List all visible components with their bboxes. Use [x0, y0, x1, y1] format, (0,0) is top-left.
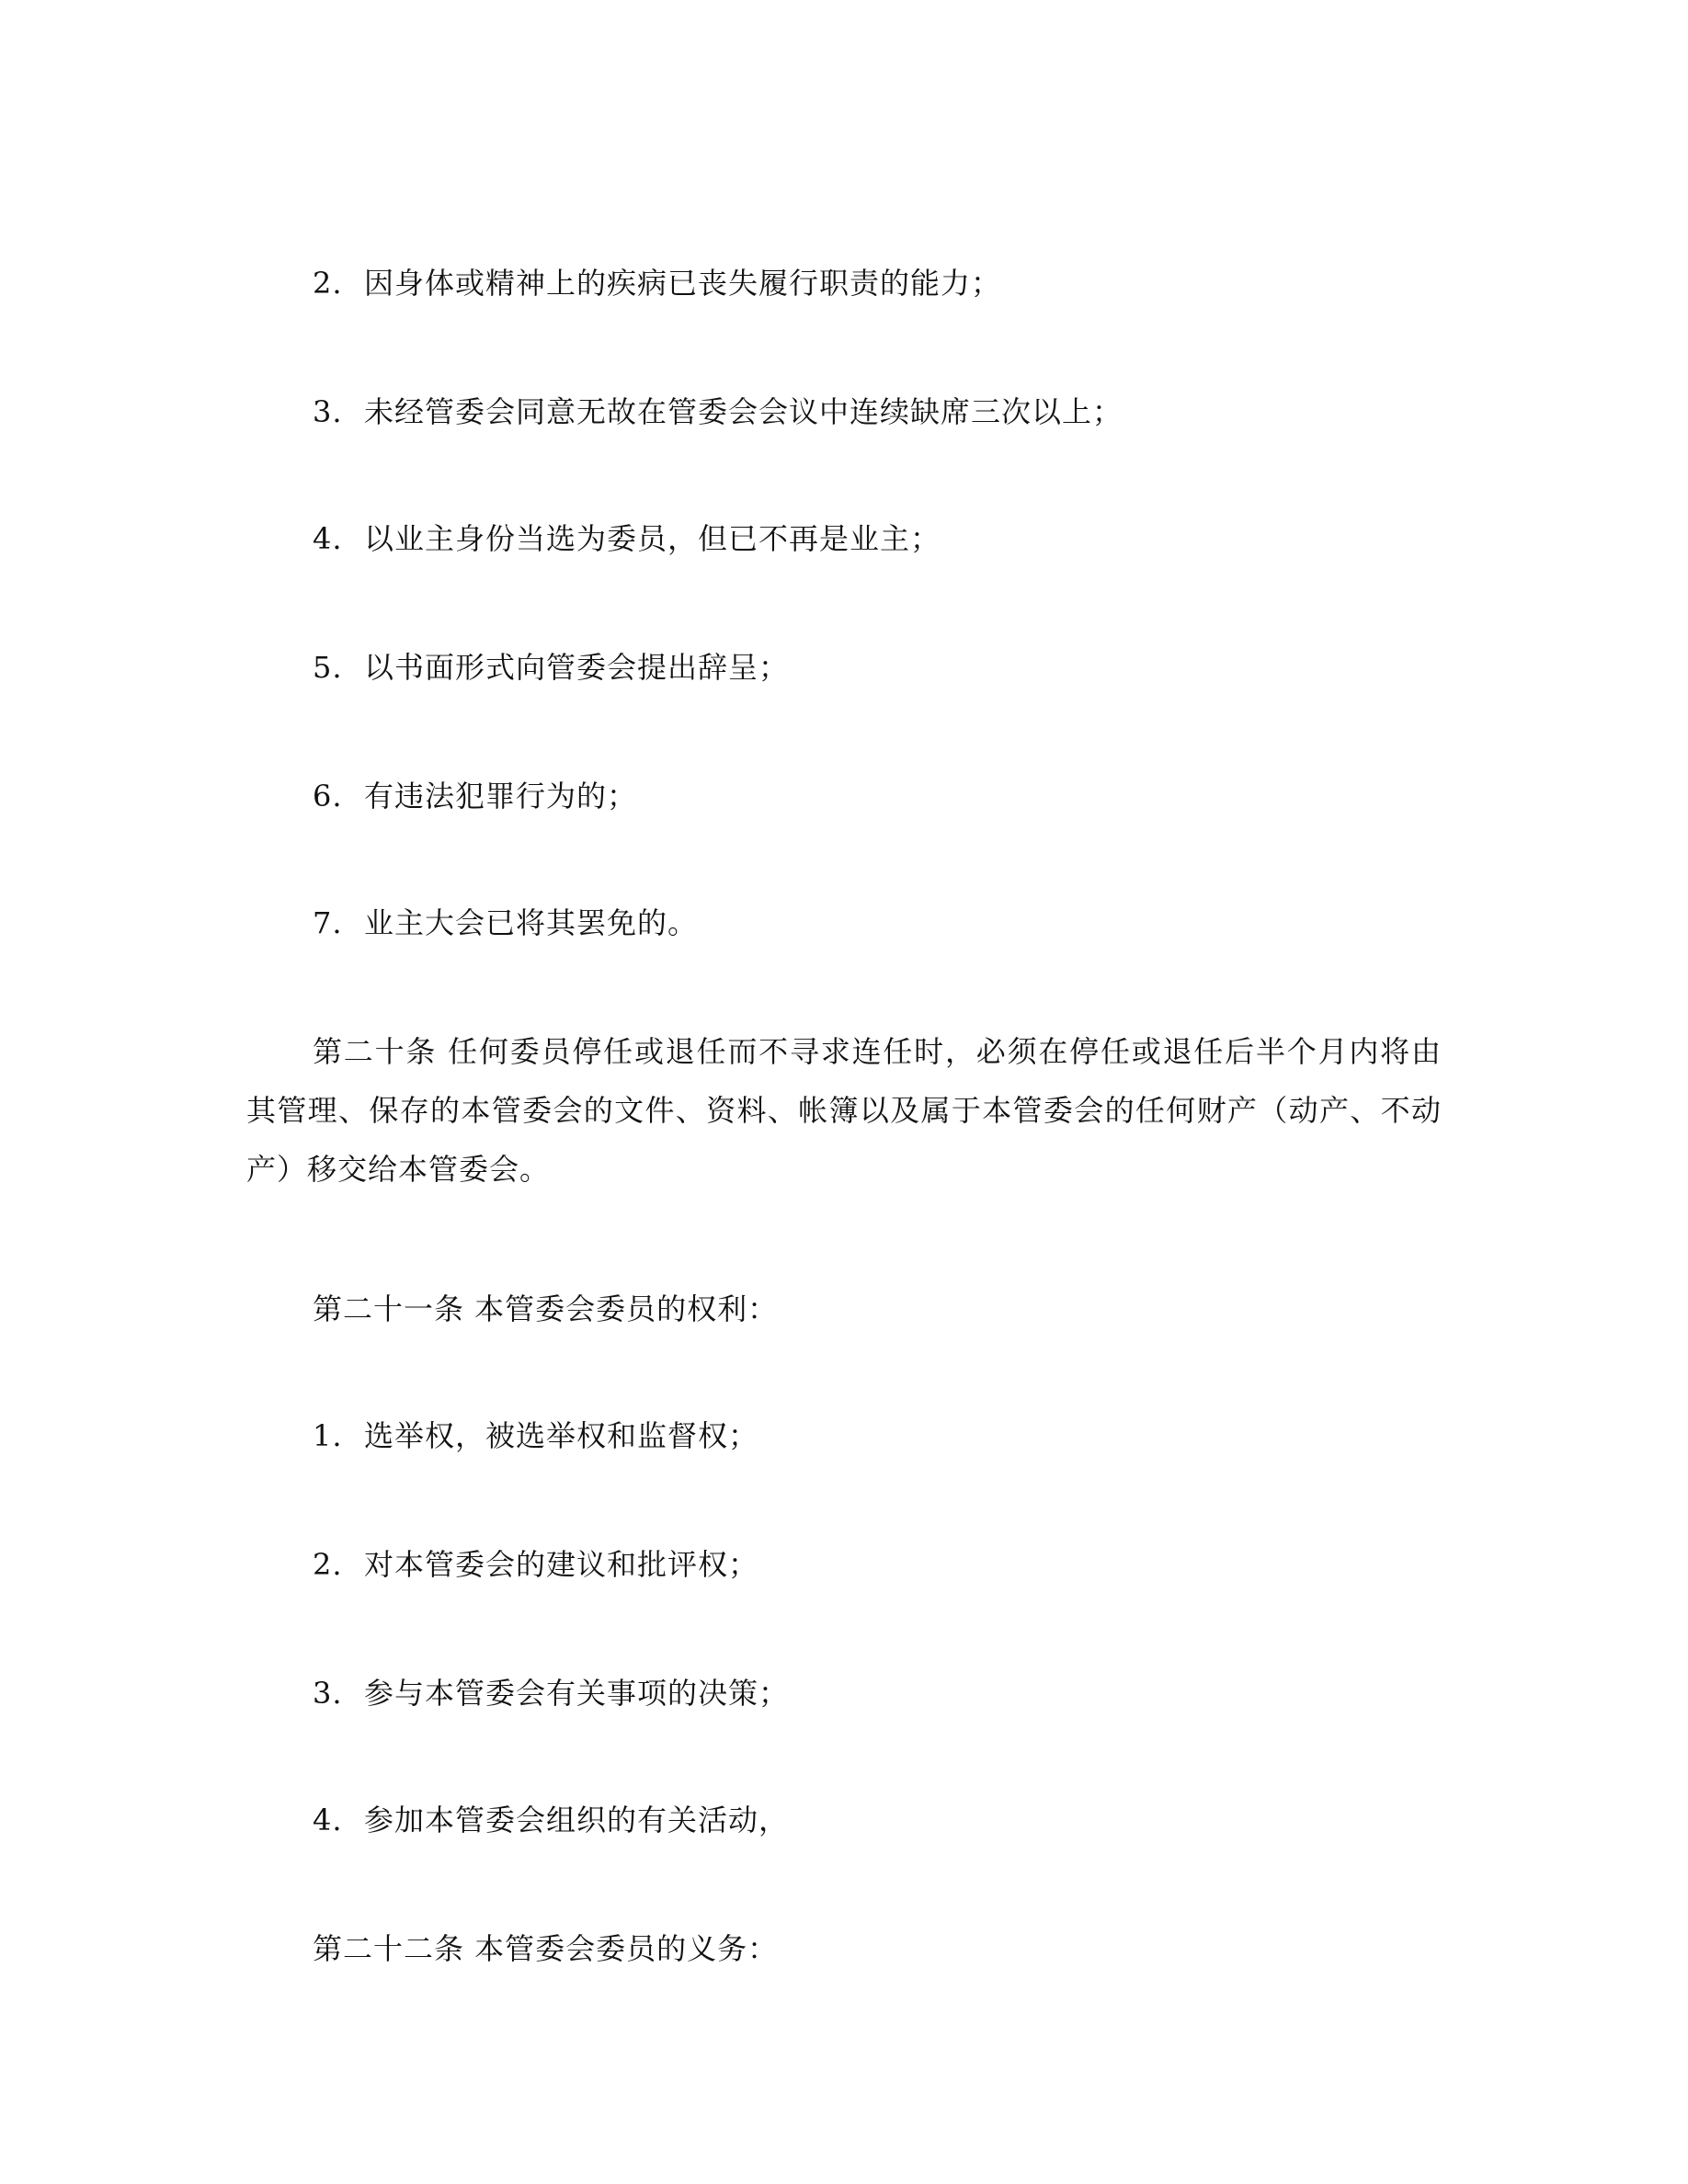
item-text: 以书面形式向管委会提出辞呈； [364, 650, 790, 685]
item-text: 业主大会已将其罢免的。 [364, 905, 699, 940]
item-text: 未经管委会同意无故在管委会会议中连续缺席三次以上； [364, 394, 1123, 429]
article-21-heading: 第二十一条 本管委会委员的权利： [313, 1291, 779, 1326]
list-item [313, 649, 789, 686]
item-number: 2. [313, 266, 343, 301]
list-item [313, 265, 1001, 301]
item-text: 参加本管委会组织的有关活动， [364, 1803, 790, 1837]
list-item [313, 904, 698, 941]
list-item [313, 1675, 789, 1712]
item-number: 3. [313, 1676, 343, 1711]
article-20-paragraph: 第二十条 任何委员停任或退任而不寻求连任时，必须在停任或退任后半个月内将由其管理、保存的本管委会的文件、资料、帐簿以及属于本管委会的任何财产（动产、不动产）移交给本管委会。 [246, 1034, 1442, 1187]
item-number: 1. [313, 1418, 343, 1453]
item-number: 6. [313, 779, 343, 813]
item-text: 参与本管委会有关事项的决策； [364, 1676, 790, 1711]
item-number: 4. [313, 1803, 343, 1837]
item-number: 4. [313, 521, 343, 556]
item-text: 有违法犯罪行为的； [364, 779, 638, 813]
item-number: 7. [313, 905, 343, 940]
item-text: 因身体或精神上的疾病已丧失履行职责的能力； [364, 266, 1002, 301]
item-number: 5. [313, 650, 343, 685]
list-item [313, 1417, 758, 1454]
list-item [313, 520, 941, 557]
list-item [313, 1802, 789, 1838]
item-text: 选举权，被选举权和监督权； [364, 1418, 759, 1453]
list-item [313, 393, 1123, 430]
item-text: 以业主身份当选为委员，但已不再是业主； [364, 521, 941, 556]
article-22-heading: 第二十二条 本管委会委员的义务： [313, 1931, 779, 1966]
item-number: 2. [313, 1547, 343, 1582]
list-item [313, 1546, 758, 1583]
list-item [313, 778, 637, 814]
item-text: 对本管委会的建议和批评权； [364, 1547, 759, 1582]
item-number: 3. [313, 394, 343, 429]
